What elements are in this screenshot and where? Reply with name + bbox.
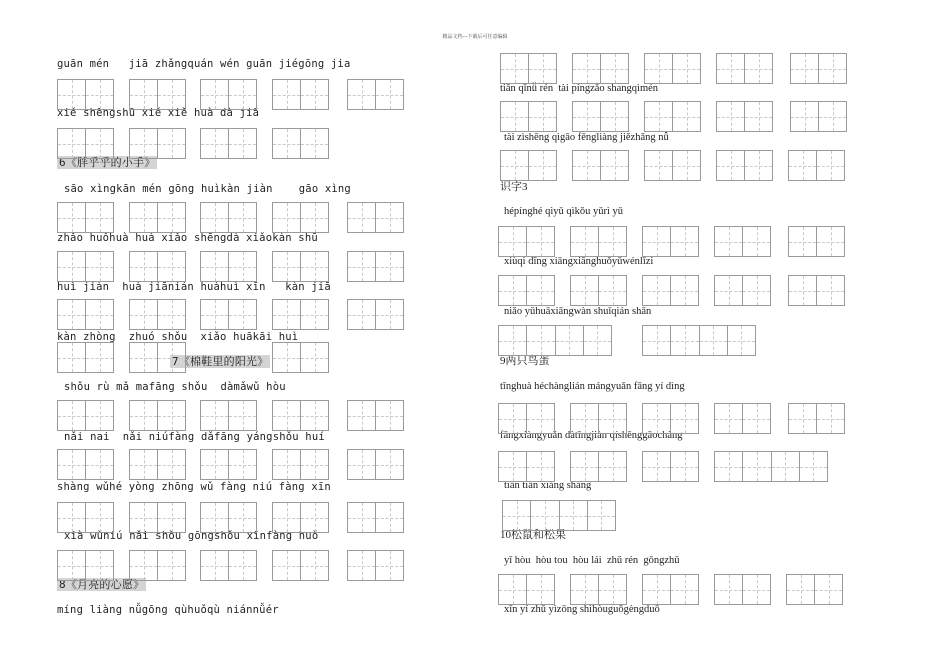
writing-grid <box>498 275 555 306</box>
writing-grid <box>200 299 257 330</box>
writing-grid <box>272 79 329 110</box>
writing-grid <box>57 128 114 159</box>
writing-grid <box>644 150 701 181</box>
writing-grid <box>498 325 612 356</box>
writing-grid <box>790 53 847 84</box>
pinyin-line: míng liàng nǚgōng qùhuǒqù niánnǚér <box>57 604 279 616</box>
writing-grid <box>272 502 329 533</box>
pinyin-line: tiān tiān xiàng shàng <box>504 480 592 491</box>
writing-grid <box>347 251 404 282</box>
pinyin-line: niǎo yǔhuāxiāngwàn shuǐqián shān <box>504 306 652 317</box>
writing-grid <box>129 299 186 330</box>
writing-grid <box>790 101 847 132</box>
pinyin-line: xià wǔniú nǎi shǒu gōngshǒu xīnfàng huǒ <box>64 530 319 542</box>
writing-grid <box>57 342 114 373</box>
writing-grid <box>786 574 843 605</box>
writing-grid <box>200 202 257 233</box>
writing-grid <box>272 128 329 159</box>
pinyin-line: kàn zhòng zhuó shǒu xiǎo huākāi huì <box>57 331 299 343</box>
pinyin-line: tīnghuà héchànglián mángyuǎn fāng yí dìng <box>500 381 685 392</box>
pinyin-line: guān mén jiā zhǎngquán wén guān jiégōng jia <box>57 58 351 70</box>
pinyin-line: tiān qīnǚ rén tài píngzǎo shangqìmén <box>500 83 659 94</box>
pinyin-line: shàng wǔhé yòng zhōng wǔ fàng niú fàng xīn <box>57 481 331 493</box>
pinyin-line: huì jiàn huà jiānián huàhuì xīn kàn jiā <box>57 281 331 293</box>
lesson-title: 7《棉鞋里的阳光》 <box>172 355 269 368</box>
pinyin-line: fāngxiàngyuǎn dàtīngjiàn qíshēnggāochàng <box>500 430 683 441</box>
writing-grid <box>272 400 329 431</box>
writing-grid <box>347 550 404 581</box>
writing-grid <box>200 128 257 159</box>
pinyin-line: xiùqi dīng xiāngxiānghuǒyǔwénlǐzi <box>504 256 654 267</box>
pinyin-line: nǎi nai nǎi niúfàng dǎfāng yángshǒu huí <box>64 431 325 443</box>
writing-grid <box>570 403 627 434</box>
writing-grid <box>200 550 257 581</box>
writing-grid <box>347 400 404 431</box>
pinyin-line: shǒu rù mǎ mafāng shǒu dàmǎwǔ hòu <box>64 381 286 393</box>
writing-grid <box>272 251 329 282</box>
writing-grid <box>57 550 114 581</box>
writing-grid <box>714 574 771 605</box>
writing-grid <box>642 451 699 482</box>
writing-grid <box>500 53 557 84</box>
writing-grid <box>129 79 186 110</box>
writing-grid <box>642 226 699 257</box>
writing-grid <box>200 400 257 431</box>
writing-grid <box>502 500 616 531</box>
writing-grid <box>347 202 404 233</box>
writing-grid <box>642 403 699 434</box>
writing-grid <box>500 101 557 132</box>
writing-grid <box>272 550 329 581</box>
writing-grid <box>200 79 257 110</box>
pinyin-line: yī hòu hòu tou hòu lái zhǔ rén gōngzhǔ <box>504 555 680 566</box>
writing-grid <box>129 449 186 480</box>
writing-grid <box>272 299 329 330</box>
pinyin-line: hépínghé qìyǔ qìkǒu yǔrì yǔ <box>504 206 623 217</box>
pinyin-line: zhǎo huǒhuà huà xiǎo shēngdà xiǎokàn shū <box>57 232 318 244</box>
writing-grid <box>570 226 627 257</box>
writing-grid <box>129 550 186 581</box>
page-header: 精品文档---下载后可任意编辑 <box>442 35 508 40</box>
writing-grid <box>347 299 404 330</box>
writing-grid <box>714 275 771 306</box>
writing-grid <box>129 128 186 159</box>
writing-grid <box>200 502 257 533</box>
writing-grid <box>572 150 629 181</box>
writing-grid <box>570 275 627 306</box>
writing-grid <box>129 251 186 282</box>
writing-grid <box>57 502 114 533</box>
writing-grid <box>788 150 845 181</box>
section-title: 识字3 <box>500 181 528 193</box>
writing-grid <box>642 574 699 605</box>
section-title: 9两只鸟蛋 <box>500 355 550 367</box>
writing-grid <box>572 101 629 132</box>
writing-grid <box>498 574 555 605</box>
writing-grid <box>714 226 771 257</box>
writing-grid <box>788 403 845 434</box>
writing-grid <box>272 202 329 233</box>
writing-grid <box>347 502 404 533</box>
writing-grid <box>714 403 771 434</box>
writing-grid <box>57 251 114 282</box>
writing-grid <box>57 299 114 330</box>
section-title: 10松鼠和松果 <box>500 529 566 541</box>
writing-grid <box>642 275 699 306</box>
writing-grid <box>716 101 773 132</box>
writing-grid <box>57 79 114 110</box>
writing-grid <box>642 325 756 356</box>
writing-grid <box>57 202 114 233</box>
writing-grid <box>498 403 555 434</box>
writing-grid <box>272 342 329 373</box>
writing-grid <box>129 502 186 533</box>
writing-grid <box>572 53 629 84</box>
writing-grid <box>644 53 701 84</box>
writing-grid <box>129 400 186 431</box>
writing-grid <box>200 251 257 282</box>
writing-grid <box>498 226 555 257</box>
writing-grid <box>570 574 627 605</box>
lesson-title: 6《胖乎乎的小手》 <box>59 156 156 169</box>
writing-grid <box>57 400 114 431</box>
writing-grid <box>716 53 773 84</box>
writing-grid <box>129 202 186 233</box>
writing-grid <box>644 101 701 132</box>
writing-grid <box>347 449 404 480</box>
pinyin-line: xīn yí zhǔ yìzōng shìhòuguǒgèngduō <box>504 604 660 615</box>
writing-grid <box>57 449 114 480</box>
writing-grid <box>498 451 555 482</box>
writing-grid <box>500 150 557 181</box>
writing-grid <box>200 449 257 480</box>
writing-grid <box>714 451 828 482</box>
pinyin-line: tài zìshēng qìgāo fēngliàng jiězhǎng nǚ <box>504 132 669 143</box>
writing-grid <box>716 150 773 181</box>
pinyin-line: sāo xìngkān mén gōng huìkàn jiàn gāo xìng <box>64 183 351 195</box>
lesson-title: 8《月亮的心愿》 <box>59 578 145 591</box>
pinyin-line: xiě shēngshū xiě xiě huà dà jiā <box>57 107 260 119</box>
writing-grid <box>788 226 845 257</box>
writing-grid <box>788 275 845 306</box>
writing-grid <box>570 451 627 482</box>
writing-grid <box>347 79 404 110</box>
writing-grid <box>272 449 329 480</box>
writing-grid <box>129 342 186 373</box>
